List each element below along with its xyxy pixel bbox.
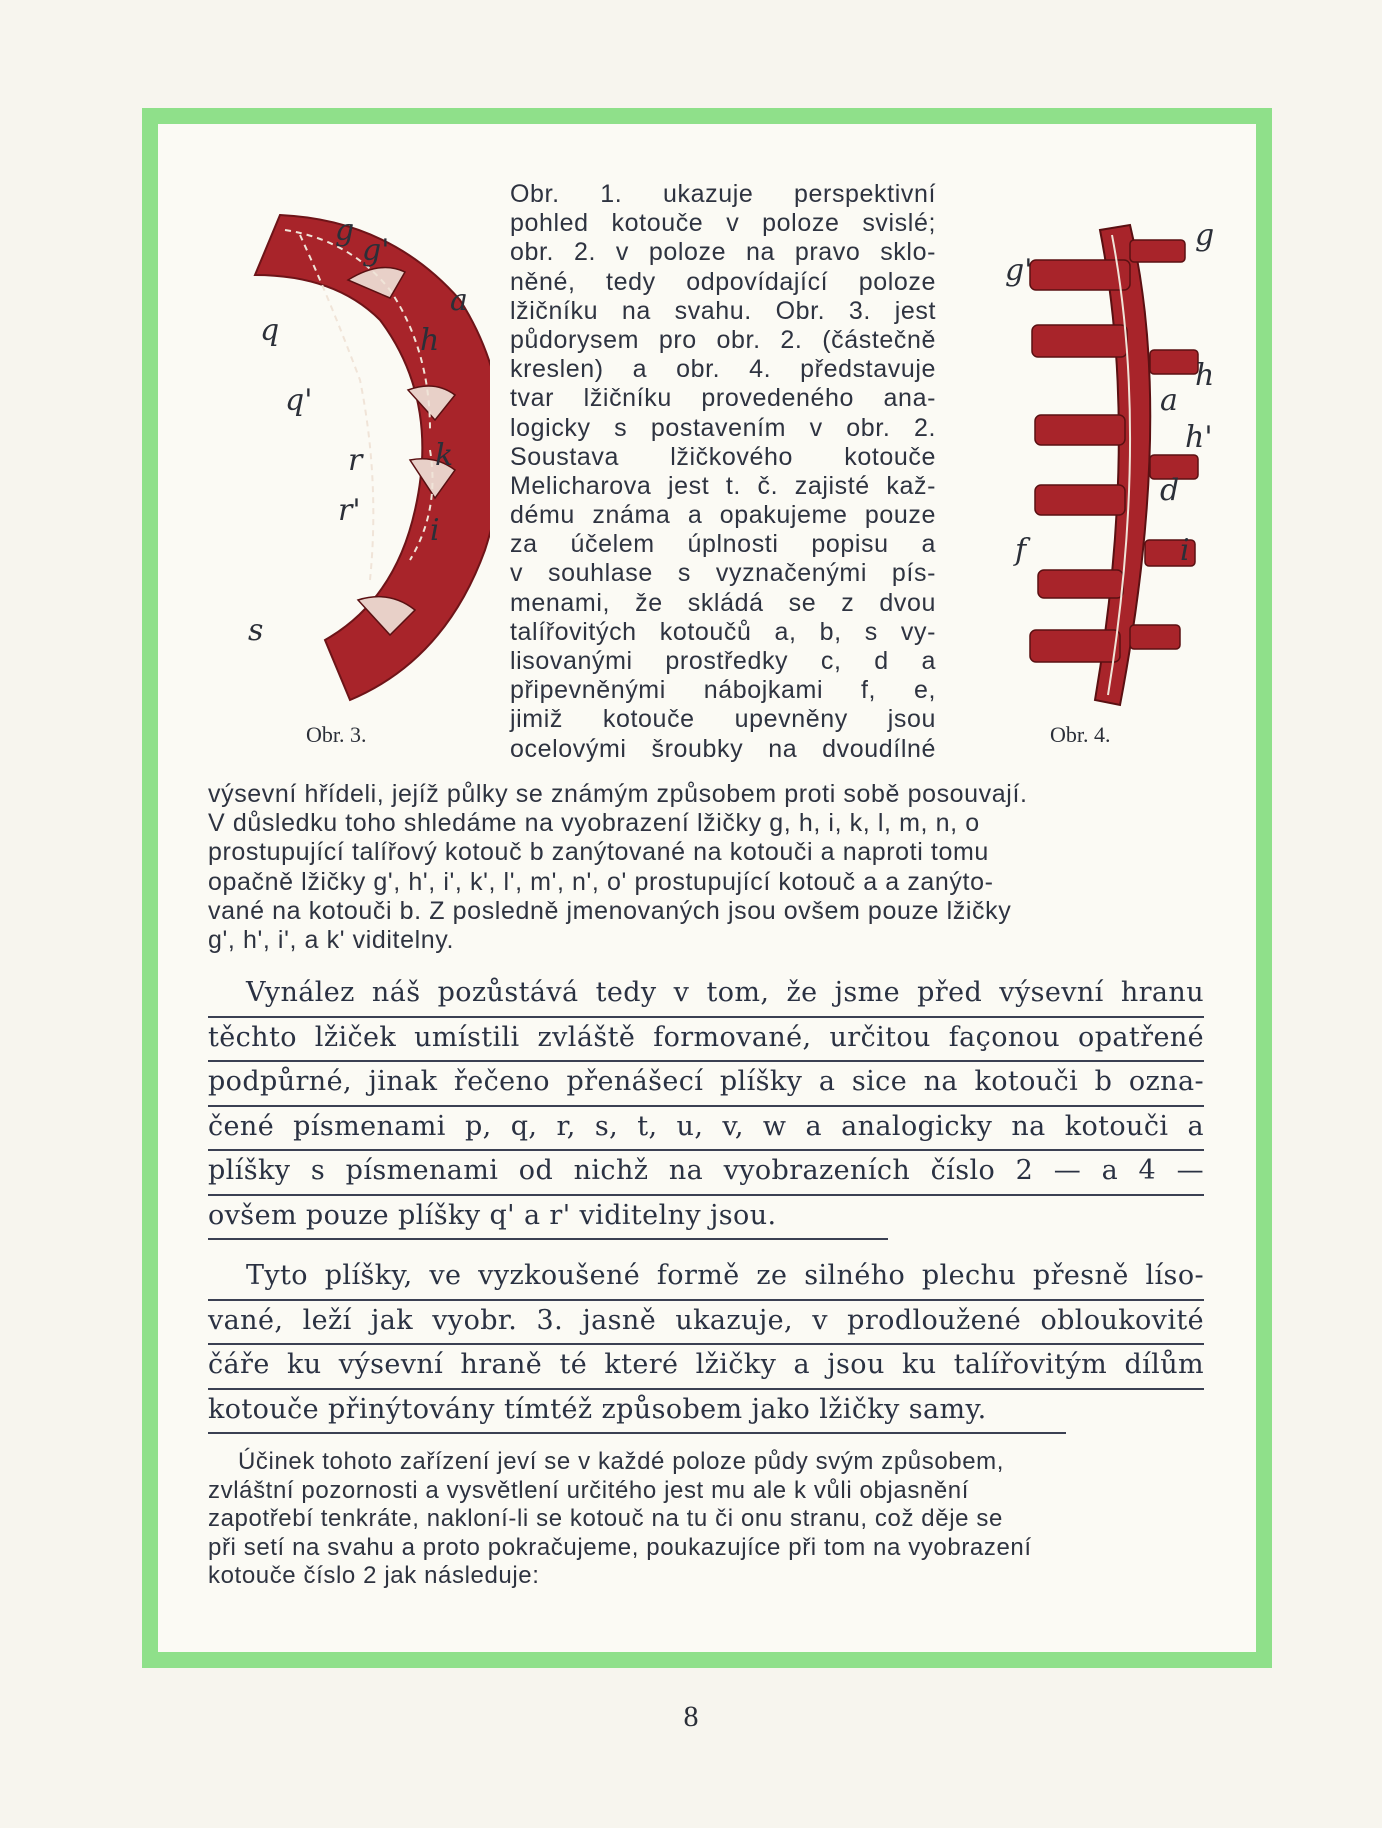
fig4-label-g-prime: g' <box>1005 253 1033 288</box>
effect-paragraph <box>208 1448 1204 1591</box>
continuation-line: opačně lžičky g', h', i', k', l', m', n', o' prostupující kotouč a a zanýto- <box>208 867 994 896</box>
fig3-label-s: s <box>248 613 264 648</box>
lead-line: v souhlase s vyznačenými pís- <box>510 559 936 588</box>
page-number: 8 <box>683 1700 699 1733</box>
lead-line: za účelem úplnosti popisu a <box>510 530 936 559</box>
lead-line: Melicharova jest t. č. zajisté kaž- <box>510 471 936 500</box>
figure-3-caption: Obr. 3. <box>306 722 367 747</box>
lead-line: talířovitých kotoučů a, b, s vy- <box>510 617 936 646</box>
lead-paragraph <box>510 180 936 764</box>
lead-line: jimiž kotouče upevněny jsou <box>510 705 936 734</box>
effect-line: zvláštní pozornosti a vysvětlení určitého jest mu ale k vůli objasnění <box>208 1476 970 1504</box>
lead-line: kreslen) a obr. 4. představuje <box>510 355 936 384</box>
lead-line: menami, že skládá se z dvou <box>510 588 936 617</box>
fig4-label-h: h <box>1195 358 1215 393</box>
lead-line: půdorysem pro obr. 2. (částečně <box>510 325 936 354</box>
lead-line: připevněnými nábojkami f, e, <box>510 676 936 705</box>
plates-line: vané, leží jak vyobr. 3. jasně ukazuje, v prodloužené obloukovité <box>208 1301 1204 1346</box>
fig3-label-q: q <box>260 313 280 348</box>
effect-line: zapotřebí tenkráte, nakloní-li se kotouč na tu či onu stranu, což děje se <box>208 1505 1003 1532</box>
lead-line: něné, tedy odpovídající poloze <box>510 267 936 296</box>
lead-line: tvar lžičníku provedeného ana- <box>510 384 936 413</box>
fig3-label-g-prime: g' <box>362 233 390 268</box>
invention-line: Vynález náš pozůstává tedy v tom, že jsme před výsevní hranu <box>208 973 1204 1018</box>
fig4-label-i: i <box>1180 533 1190 568</box>
invention-line: čené písmenami p, q, r, s, t, u, v, w a analogicky na kotouči a <box>208 1107 1204 1152</box>
fig4-label-a: a <box>1160 383 1178 418</box>
lead-line: ocelovými šroubky na dvoudílné <box>510 734 936 763</box>
figure-4-caption: Obr. 4. <box>1050 722 1111 747</box>
lead-line: lžičníku na svahu. Obr. 3. jest <box>510 296 936 325</box>
fig3-label-r-prime: r' <box>338 493 361 528</box>
continuation-line: výsevní hřídeli, jejíž půlky se známým způsobem proti sobě posouvají. <box>208 780 1028 808</box>
continuation-paragraph <box>208 780 1204 955</box>
plates-line: kotouče přinýtovány tímtéž způsobem jako lžičky samy. <box>208 1390 1066 1435</box>
plates-line: čáře ku výsevní hraně té které lžičky a jsou ku talířovitým dílům <box>208 1345 1204 1390</box>
fig4-label-d: d <box>1160 473 1180 508</box>
fig4-label-h-prime: h' <box>1185 420 1213 455</box>
figure-3-illustration <box>230 180 490 720</box>
fig4-label-f: f <box>1015 533 1027 568</box>
effect-line: Účinek tohoto zařízení jeví se v každé poloze půdy svým způsobem, <box>238 1448 1005 1475</box>
lead-line: logicky s postavením v obr. 2. <box>510 413 936 442</box>
lead-line: pohled kotouče v poloze svislé; <box>510 209 936 238</box>
fig3-label-a: a <box>450 283 468 318</box>
fig3-label-h: h <box>420 323 440 358</box>
plates-line: Tyto plíšky, ve vyzkoušené formě ze silného plechu přesně líso- <box>208 1256 1204 1301</box>
figure-4-illustration <box>1000 215 1230 715</box>
fig3-label-q-prime: q' <box>285 383 313 418</box>
invention-line: těchto lžiček umístili zvláště formované, určitou façonou opatřené <box>208 1018 1204 1063</box>
fig3-label-r: r <box>348 443 363 478</box>
fig3-label-g: g <box>335 213 355 248</box>
continuation-line: vané na kotouči b. Z posledně jmenovaných jsou ovšem pouze lžičky <box>208 896 1012 925</box>
invention-line: podpůrné, jinak řečeno přenášecí plíšky a sice na kotouči b ozna- <box>208 1062 1204 1107</box>
lead-line: Soustava lžičkového kotouče <box>510 442 936 471</box>
fig3-label-k: k <box>435 438 454 473</box>
continuation-line: V důsledku toho shledáme na vyobrazení lžičky g, h, i, k, l, m, n, o <box>208 809 980 838</box>
invention-line: plíšky s písmenami od nichž na vyobrazeních číslo 2 — a 4 — <box>208 1151 1204 1196</box>
continuation-line: g', h', i', a k' viditelny. <box>208 925 455 954</box>
lead-line: dému známa a opakujeme pouze <box>510 501 936 530</box>
invention-paragraph <box>208 973 1204 1240</box>
fig4-label-g: g <box>1195 218 1215 253</box>
continuation-line: prostupující talířový kotouč b zanýtované na kotouči a naproti tomu <box>208 838 989 867</box>
lead-line: obr. 2. v poloze na pravo sklo- <box>510 238 936 267</box>
invention-line: ovšem pouze plíšky q' a r' viditelny jsou. <box>208 1196 888 1241</box>
fig3-label-i: i <box>430 513 440 548</box>
effect-line: kotouče číslo 2 jak následuje: <box>208 1562 540 1589</box>
effect-line: při setí na svahu a proto pokračujeme, poukazujíce při tom na vyobrazení <box>208 1533 1032 1561</box>
lead-line: Obr. 1. ukazuje perspektivní <box>510 180 936 208</box>
lead-line: lisovanými prostředky c, d a <box>510 647 936 675</box>
plates-paragraph <box>208 1256 1204 1434</box>
